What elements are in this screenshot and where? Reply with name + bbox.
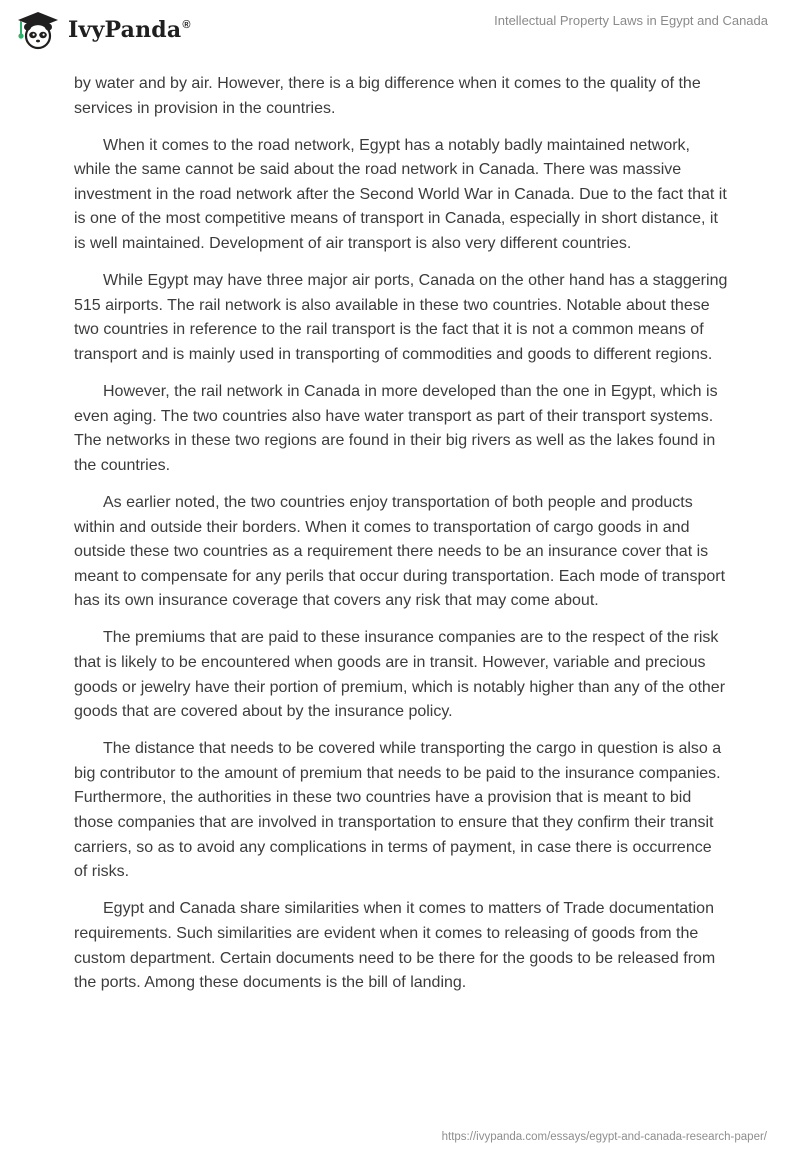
paragraph: While Egypt may have three major air ports, Canada on the other hand has a staggering 515 airports. The rail network is also available in these two countries. Notable about these two countries in reference to the rail transport is the fact that it is not a common means of transport and is mainly used in transporting of commodities and goods to different regions.	[74, 272, 728, 363]
panda-mascot-icon	[14, 10, 62, 50]
essay-body	[74, 72, 728, 1008]
paragraph: When it comes to the road network, Egypt has a notably badly maintained network, while the same cannot be said about the road network in Canada. There was massive investment in the road network after the Second World War in Canada. Due to the fact that it is one of the most competitive means of transport in Canada, especially in short distance, it is well maintained. Development of air transport is also very different countries.	[74, 136, 727, 253]
document-title: Intellectual Property Laws in Egypt and Canada	[494, 13, 768, 28]
paragraph: The distance that needs to be covered while transporting the cargo in question is also a big contributor to the amount of premium that needs to be paid to the insurance companies. Furthermore, the authorities in these two countries have a provision that is meant to bid those companies that are involved in transportation to ensure that they confirm their transit carriers, so as to avoid any complications in terms of payment, in case there is occurrence of risks.	[74, 740, 722, 881]
paragraph: by water and by air. However, there is a big difference when it comes to the quality of the services in provision in the countries.	[74, 75, 701, 117]
page-header	[0, 0, 800, 64]
source-url-link[interactable]: https://ivypanda.com/essays/egypt-and-canada-research-paper/	[441, 1131, 767, 1143]
paragraph: Egypt and Canada share similarities when it comes to matters of Trade documentation requirements. Such similarities are evident when it comes to releasing of goods from the custom department. Certain documents need to be there for the goods to be released from the ports. Among these documents is the bill of landing.	[74, 900, 716, 992]
paragraph: The premiums that are paid to these insurance companies are to the respect of the risk that is likely to be encountered when goods are in transit. However, variable and precious goods or jewelry have their portion of premium, which is notably higher than any of the other goods that are covered about by the insurance policy.	[74, 629, 726, 721]
brand-logo[interactable]	[14, 10, 191, 50]
brand-name: IvyPanda®	[68, 17, 191, 43]
paragraph: However, the rail network in Canada in more developed than the one in Egypt, which is even aging. The two countries also have water transport as part of their transport systems. The networks in these two regions are found in their big rivers as well as the lakes found in the countries.	[74, 383, 718, 474]
paragraph: As earlier noted, the two countries enjoy transportation of both people and products within and outside their borders. When it comes to transportation of cargo goods in and outside these two countries as a requirement there needs to be an insurance cover that is meant to compensate for any perils that occur during transportation. Each mode of transport has its own insurance coverage that covers any risk that may come about.	[74, 493, 726, 610]
